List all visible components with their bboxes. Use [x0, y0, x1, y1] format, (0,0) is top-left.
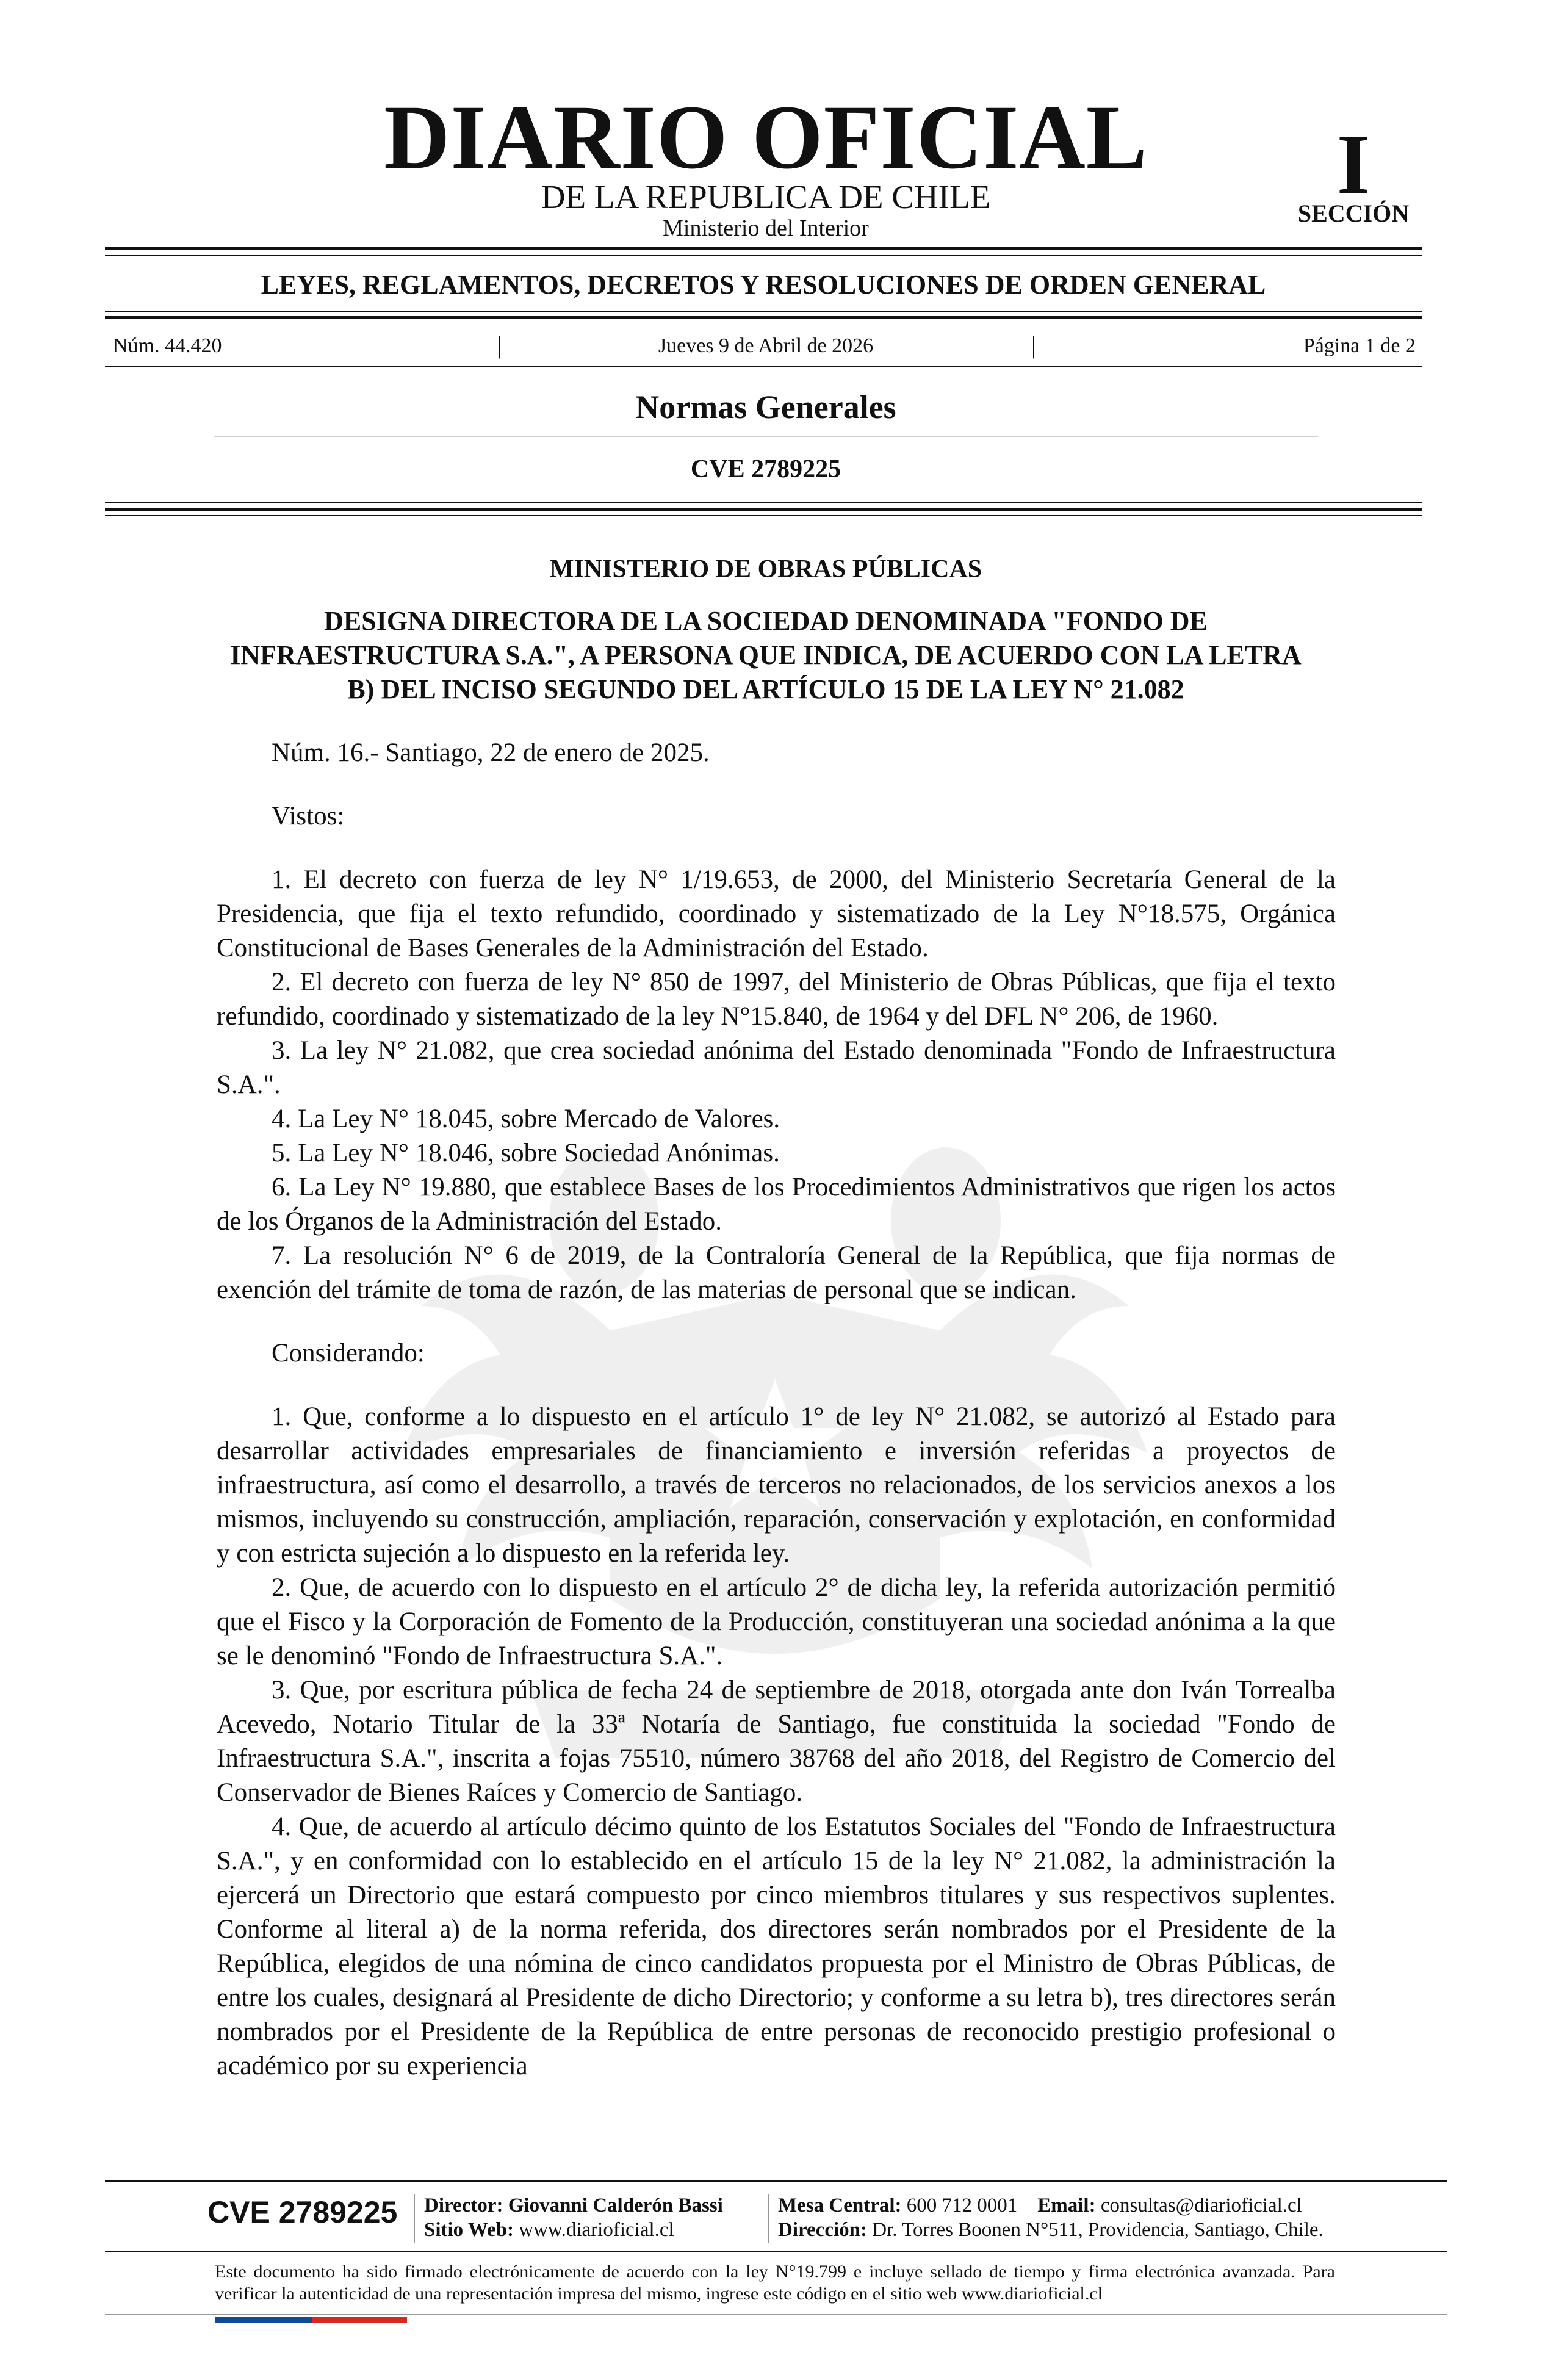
considerando-item: 4. Que, de acuerdo al artículo décimo quinto de los Estatutos Sociales del "Fondo de Infraestructura S.A.", y en conformidad con lo establecido en el artículo 15 de la ley N° 21.082, la administración la ejercerá un Directorio que estará compuesto por cinco miembros titulares y sus respectivos suplentes. Conforme al literal a) de la norma referida, dos directores serán nombrados por el Presidente de la República, elegidos de una nómina de cinco candidatos propuesta por el Ministro de Obras Públicas, de entre los cuales, designará al Presidente de dicho Directorio; y conforme a su letra b), tres directores serán nombrados por el Presidente de la República de entre personas de reconocido prestigio profesional o académico por su experiencia	[217, 1812, 1336, 2080]
section-title: Normas Generales	[635, 389, 896, 425]
vistos-item: 6. La Ley N° 19.880, que establece Bases de los Procedimientos Administrativos que rigen los actos de los Órganos de la Administración del Estado.	[217, 1173, 1336, 1236]
rule-footer-mid	[105, 2251, 1447, 2252]
director-name: Giovanni Calderón Bassi	[508, 2194, 723, 2216]
vistos-heading: Vistos:	[272, 802, 345, 831]
document-title: DESIGNA DIRECTORA DE LA SOCIEDAD DENOMINADA "FONDO DE INFRAESTRUCTURA S.A.", A PERSONA QUE INDICA, DE ACUERDO CON LA LETRA B) DEL INCISO SEGUNDO DEL ARTÍCULO 15 DE LA LEY N° 21.082	[230, 606, 1302, 704]
section-label: SECCIÓN	[1297, 200, 1410, 227]
rule-cve-thin	[105, 502, 1422, 503]
email-link[interactable]: consultas@diarioficial.cl	[1100, 2194, 1302, 2216]
considerando-heading: Considerando:	[272, 1339, 425, 1368]
footer-legal-note: Este documento ha sido firmado electrónicamente de acuerdo con la ley N°19.799 e incluye sellado de tiempo y firma electrónica avanzada. Para verificar la autenticidad de una representación impresa del mismo, ingrese este código en el sitio web www.diarioficial.cl	[215, 2262, 1335, 2304]
footer-cve: CVE 2789225	[207, 2195, 398, 2229]
issue-page: Página 1 de 2	[1303, 334, 1416, 357]
considerando-item: 1. Que, conforme a lo dispuesto en el artículo 1° de ley N° 21.082, se autorizó al Estado para desarrollar actividades empresariales de financiamiento e inversión referidas a proyectos de infraestructura, así como el desarrollo, a través de terceros no relacionados, de los servicios anexos a los mismos, incluyendo su construcción, ampliación, reparación, conservación y explotación, en conformidad y con estricta sujeción a lo dispuesto en la referida ley.	[217, 1402, 1336, 1568]
flag-stripe-blue	[215, 2317, 312, 2323]
flag-stripe-red	[312, 2317, 407, 2323]
mesa-value: 600 712 0001	[906, 2194, 1018, 2216]
masthead-subtitle: DE LA REPUBLICA DE CHILE	[541, 178, 991, 215]
footer-director-line	[424, 2193, 723, 2218]
issue-separator: |	[1031, 331, 1037, 359]
issue-number: Núm. 44.420	[113, 334, 222, 357]
rule-banner-thin	[105, 311, 1422, 312]
site-link[interactable]: www.diarioficial.cl	[519, 2219, 674, 2241]
rule-footer-bottom	[105, 2314, 1447, 2315]
document-body	[217, 736, 1336, 2083]
rule-cve-thick	[105, 508, 1422, 511]
footer-contact-block	[778, 2193, 1324, 2242]
issue-date: Jueves 9 de Abril de 2026	[658, 334, 874, 357]
considerando-item: 3. Que, por escritura pública de fecha 24 de septiembre de 2018, otorgada ante don Iván Torrealba Acevedo, Notario Titular de la 33ª Notaría de Santiago, fue constituida la sociedad "Fondo de Infraestructura S.A.", inscrita a fojas 75510, número 38768 del año 2018, del Registro de Comercio del Conservador de Bienes Raíces y Comercio de Santiago.	[217, 1676, 1336, 1807]
mesa-label: Mesa Central:	[778, 2194, 902, 2216]
site-label: Sitio Web:	[424, 2219, 514, 2241]
footer-divider	[768, 2194, 769, 2243]
vistos-item: 4. La Ley N° 18.045, sobre Mercado de Valores.	[272, 1105, 780, 1133]
masthead-ministry: Ministerio del Interior	[663, 215, 869, 241]
rule-banner-thick	[105, 316, 1422, 319]
section-number: I	[1336, 117, 1371, 212]
rule-top-thin	[105, 255, 1422, 256]
footer-divider	[414, 2194, 415, 2243]
address-label: Dirección:	[778, 2219, 868, 2241]
ministry-heading: MINISTERIO DE OBRAS PÚBLICAS	[549, 555, 982, 583]
vistos-item: 5. La Ley N° 18.046, sobre Sociedad Anónimas.	[272, 1139, 780, 1167]
vistos-item: 2. El decreto con fuerza de ley N° 850 de 1997, del Ministerio de Obras Públicas, que fija el texto refundido, coordinado y sistematizado de la ley N°15.840, de 1964 y del DFL N° 206, de 1960.	[217, 968, 1336, 1031]
issue-separator: |	[497, 331, 502, 359]
banner-heading: LEYES, REGLAMENTOS, DECRETOS Y RESOLUCIONES DE ORDEN GENERAL	[261, 270, 1266, 300]
cve-code: CVE 2789225	[690, 455, 841, 483]
considerando-item: 2. Que, de acuerdo con lo dispuesto en el artículo 2° de dicha ley, la referida autorización permitió que el Fisco y la Corporación de Fomento de la Producción, constituyeran una sociedad anónima a la que se le denominó "Fondo de Infraestructura S.A.".	[217, 1573, 1336, 1670]
footer-site-line	[424, 2218, 723, 2242]
rule-issue	[105, 366, 1422, 367]
decree-line: Núm. 16.- Santiago, 22 de enero de 2025.	[272, 738, 710, 767]
vistos-item: 7. La resolución N° 6 de 2019, de la Contraloría General de la República, que fija normas de exención del trámite de toma de razón, de las materias de personal que se indican.	[217, 1241, 1336, 1304]
masthead-title: DIARIO OFICIAL	[384, 87, 1148, 188]
address-value: Dr. Torres Boonen N°511, Providencia, Santiago, Chile.	[872, 2219, 1324, 2241]
vistos-item: 1. El decreto con fuerza de ley N° 1/19.653, de 2000, del Ministerio Secretaría General de la Presidencia, que fija el texto refundido, coordinado y sistematizado de la Ley N°18.575, Orgánica Constitucional de Bases Generales de la Administración del Estado.	[217, 865, 1336, 962]
rule-footer-top	[105, 2180, 1447, 2182]
rule-cve-thin-2	[105, 515, 1422, 516]
director-label: Director:	[424, 2194, 503, 2216]
footer-director-block	[424, 2193, 723, 2242]
footer-contact-line	[778, 2193, 1324, 2218]
email-label: Email:	[1037, 2194, 1096, 2216]
rule-top-thick	[105, 247, 1422, 250]
vistos-item: 3. La ley N° 21.082, que crea sociedad anónima del Estado denominada "Fondo de Infraestructura S.A.".	[217, 1036, 1336, 1099]
footer-address-line	[778, 2218, 1324, 2242]
rule-section	[214, 436, 1318, 437]
